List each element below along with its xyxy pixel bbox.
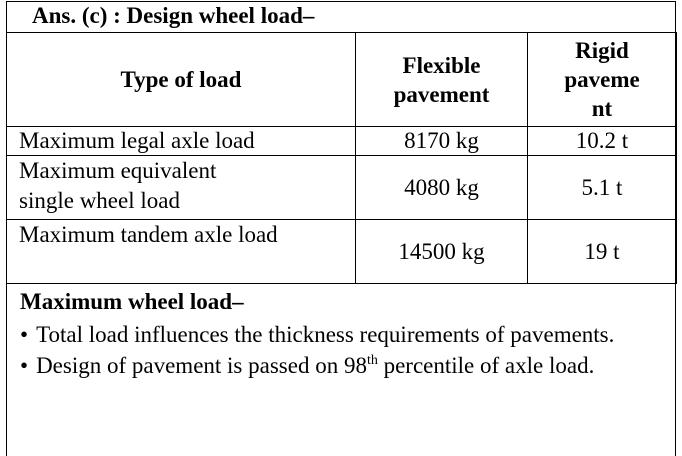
ordinal-superscript: th xyxy=(366,353,378,368)
row-label xyxy=(7,156,356,220)
header-rigid-pavement xyxy=(528,33,677,127)
row-label-text: Maximum tandem axle load xyxy=(19,222,278,247)
rigid-value: 5.1 t xyxy=(528,156,677,220)
rigid-value: 19 t xyxy=(528,220,677,284)
bullet-icon: • xyxy=(20,322,29,347)
notes-title: Maximum wheel load– xyxy=(20,289,244,314)
bullet-item xyxy=(20,351,652,380)
table-row xyxy=(7,156,677,220)
header-flexible-pavement xyxy=(356,33,528,127)
flexible-value: 14500 kg xyxy=(356,220,528,284)
row-label-text: Maximum equivalent single wheel load xyxy=(19,158,217,213)
table-header-row xyxy=(7,33,677,127)
design-wheel-load-table xyxy=(6,32,677,284)
table-row xyxy=(7,220,677,284)
row-label xyxy=(7,220,356,284)
bullet-item xyxy=(20,320,652,349)
notes-section xyxy=(20,287,652,380)
flexible-value: 4080 kg xyxy=(356,156,528,220)
flexible-value: 8170 kg xyxy=(356,127,528,156)
answer-heading-row xyxy=(6,1,676,33)
bullet-icon: • xyxy=(20,353,29,378)
bullet-text-continued: percentile of axle load. xyxy=(377,353,595,378)
header-rigid-pavement-text: Rigid paveme nt xyxy=(564,38,640,121)
rigid-value: 10.2 t xyxy=(528,127,677,156)
row-label: Maximum legal axle load xyxy=(7,127,356,156)
bullet-text: Design of pavement is passed on 98 xyxy=(36,353,367,378)
bullet-text: Total load influences the thickness requirements of pavements. xyxy=(36,322,615,347)
header-flexible-pavement-text: Flexible pavement xyxy=(393,52,490,107)
table-row xyxy=(7,127,677,156)
answer-heading: Ans. (c) : Design wheel load– xyxy=(32,3,315,28)
header-type-of-load: Type of load xyxy=(7,33,356,127)
